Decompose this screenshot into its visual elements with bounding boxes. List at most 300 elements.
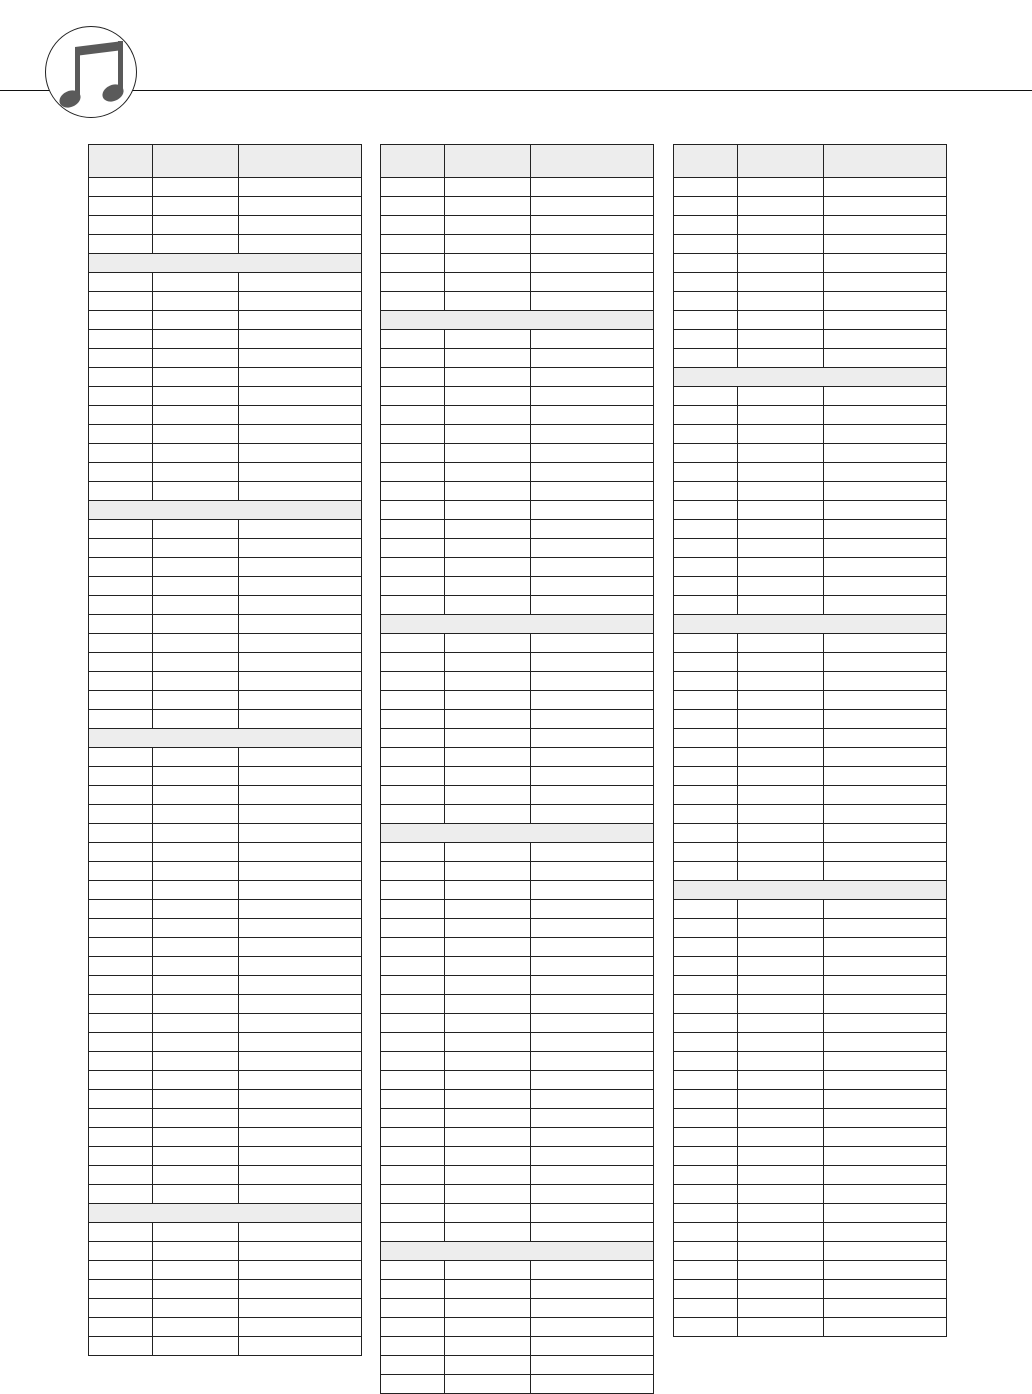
table-cell — [239, 938, 362, 957]
table-cell — [824, 824, 947, 843]
table-cell — [824, 1052, 947, 1071]
table-row — [381, 425, 654, 444]
table-cell — [824, 862, 947, 881]
table-cell — [153, 767, 239, 786]
table-cell — [153, 843, 239, 862]
table-cell — [239, 596, 362, 615]
table-cell — [239, 995, 362, 1014]
table-cell — [381, 1128, 445, 1147]
table-cell — [89, 1318, 153, 1337]
table-cell — [239, 482, 362, 501]
table-cell — [531, 729, 654, 748]
table-cell — [824, 1090, 947, 1109]
table-row — [89, 197, 362, 216]
table-row — [674, 1318, 947, 1337]
table-cell — [89, 1033, 153, 1052]
table-row — [381, 938, 654, 957]
table-cell — [674, 1071, 738, 1090]
table-row — [381, 957, 654, 976]
table-cell — [445, 1052, 531, 1071]
table-cell — [381, 1109, 445, 1128]
table-cell — [89, 463, 153, 482]
table-cell — [381, 729, 445, 748]
table-cell — [445, 197, 531, 216]
table-cell — [674, 425, 738, 444]
section-header-cell — [89, 1204, 362, 1223]
table-row — [381, 368, 654, 387]
table-cell — [153, 558, 239, 577]
table-cell — [738, 558, 824, 577]
table-cell — [824, 672, 947, 691]
table-cell — [89, 178, 153, 197]
table-cell — [531, 710, 654, 729]
table-cell — [674, 938, 738, 957]
section-header-row — [89, 729, 362, 748]
table-row — [674, 197, 947, 216]
table-cell — [445, 444, 531, 463]
table-cell — [153, 197, 239, 216]
table-cell — [239, 311, 362, 330]
table-cell — [239, 672, 362, 691]
table-cell — [445, 976, 531, 995]
table-cell — [445, 501, 531, 520]
table-cell — [531, 539, 654, 558]
table-cell — [153, 1318, 239, 1337]
table-row — [381, 729, 654, 748]
table-cell — [674, 520, 738, 539]
table-cell — [738, 1071, 824, 1090]
table-cell — [239, 691, 362, 710]
table-cell — [824, 235, 947, 254]
table-cell — [153, 406, 239, 425]
table-cell — [738, 216, 824, 235]
table-row — [674, 1223, 947, 1242]
table-cell — [674, 1280, 738, 1299]
table-cell — [153, 1014, 239, 1033]
table-cell — [445, 653, 531, 672]
table-cell — [738, 1147, 824, 1166]
table-cell — [89, 710, 153, 729]
table-cell — [89, 1280, 153, 1299]
table-cell — [239, 919, 362, 938]
table-cell — [674, 311, 738, 330]
table-cell — [153, 672, 239, 691]
table-cell — [531, 1375, 654, 1394]
table-cell — [381, 1318, 445, 1337]
table-cell — [445, 1280, 531, 1299]
table-row — [89, 463, 362, 482]
table-cell — [445, 216, 531, 235]
table-row — [381, 881, 654, 900]
table-row — [89, 235, 362, 254]
table-cell — [89, 1242, 153, 1261]
table-cell — [445, 843, 531, 862]
table-row — [381, 463, 654, 482]
table-cell — [153, 444, 239, 463]
table-row — [89, 539, 362, 558]
table-cell — [738, 596, 824, 615]
table-cell — [239, 1242, 362, 1261]
table-row — [381, 900, 654, 919]
table-cell — [738, 311, 824, 330]
table-cell — [674, 1318, 738, 1337]
table-cell — [89, 596, 153, 615]
table-row — [89, 976, 362, 995]
table-row — [674, 691, 947, 710]
table-cell — [824, 197, 947, 216]
table-cell — [89, 1052, 153, 1071]
table-cell — [445, 786, 531, 805]
table-cell — [738, 425, 824, 444]
table-cell — [89, 615, 153, 634]
table-row — [674, 1166, 947, 1185]
table-cell — [153, 995, 239, 1014]
table-cell — [738, 843, 824, 862]
table-cell — [674, 482, 738, 501]
table-cell — [824, 957, 947, 976]
table-row — [89, 1261, 362, 1280]
table-cell — [381, 558, 445, 577]
table-cell — [674, 235, 738, 254]
table-cell — [738, 824, 824, 843]
table-cell — [445, 577, 531, 596]
table-cell — [89, 881, 153, 900]
table-cell — [381, 387, 445, 406]
table-row — [674, 1299, 947, 1318]
table-row — [381, 1090, 654, 1109]
table-cell — [531, 1014, 654, 1033]
table-cell — [445, 520, 531, 539]
table-row — [381, 1185, 654, 1204]
table-cell — [381, 1033, 445, 1052]
table-cell — [239, 387, 362, 406]
table-cell — [381, 425, 445, 444]
table-cell — [153, 1242, 239, 1261]
table-cell — [824, 805, 947, 824]
table-row — [381, 634, 654, 653]
table-cell — [239, 786, 362, 805]
table-cell — [674, 558, 738, 577]
table-cell — [89, 786, 153, 805]
table-cell — [824, 216, 947, 235]
table-cell — [381, 634, 445, 653]
table-cell — [738, 387, 824, 406]
table-row — [381, 1052, 654, 1071]
table-cell — [239, 216, 362, 235]
table-cell — [445, 1261, 531, 1280]
table-cell — [531, 273, 654, 292]
table-row — [381, 653, 654, 672]
table-cell — [824, 1071, 947, 1090]
table-cell — [239, 1090, 362, 1109]
table-row — [674, 482, 947, 501]
table-cell — [674, 691, 738, 710]
table-row — [674, 919, 947, 938]
section-header-cell — [381, 615, 654, 634]
table-row — [381, 501, 654, 520]
table-cell — [239, 463, 362, 482]
table-row — [89, 577, 362, 596]
table-row — [674, 463, 947, 482]
table-cell — [445, 273, 531, 292]
table-cell — [89, 1337, 153, 1356]
table-cell — [674, 406, 738, 425]
table-cell — [445, 349, 531, 368]
table-cell — [445, 957, 531, 976]
table-cell — [153, 368, 239, 387]
table-cell — [531, 387, 654, 406]
table-cell — [445, 1204, 531, 1223]
table-cell — [239, 1128, 362, 1147]
table-row — [89, 824, 362, 843]
table-cell — [381, 330, 445, 349]
table-row — [674, 1204, 947, 1223]
table-cell — [153, 653, 239, 672]
table-row — [381, 786, 654, 805]
table-row — [674, 786, 947, 805]
table-cell — [738, 577, 824, 596]
table-cell — [239, 273, 362, 292]
table-cell — [381, 292, 445, 311]
table-cell — [239, 1299, 362, 1318]
table-row — [89, 957, 362, 976]
section-header-cell — [89, 254, 362, 273]
table-cell — [824, 558, 947, 577]
table-cell — [445, 634, 531, 653]
table-cell — [531, 1128, 654, 1147]
table-row — [674, 254, 947, 273]
table-cell — [738, 539, 824, 558]
table-cell — [153, 273, 239, 292]
table-cell — [674, 862, 738, 881]
section-header-cell — [674, 368, 947, 387]
table-row — [674, 1109, 947, 1128]
table-cell — [381, 1261, 445, 1280]
table-cell — [824, 292, 947, 311]
table-cell — [153, 596, 239, 615]
table-cell — [239, 178, 362, 197]
table-cell — [153, 748, 239, 767]
section-header-row — [381, 1242, 654, 1261]
table-cell — [445, 1147, 531, 1166]
table-cell — [89, 957, 153, 976]
table-cell — [738, 729, 824, 748]
table-row — [674, 1242, 947, 1261]
table-row — [89, 520, 362, 539]
table-row — [89, 1185, 362, 1204]
table-row — [381, 1223, 654, 1242]
table-row — [89, 216, 362, 235]
table-row — [89, 1071, 362, 1090]
table-cell — [531, 1166, 654, 1185]
table-cell — [824, 1223, 947, 1242]
section-header-cell — [381, 824, 654, 843]
table-cell — [239, 976, 362, 995]
table-row — [89, 1128, 362, 1147]
table-cell — [89, 349, 153, 368]
table-cell — [824, 1299, 947, 1318]
table-cell — [674, 767, 738, 786]
table-row — [89, 349, 362, 368]
table-cell — [738, 444, 824, 463]
table-cell — [824, 273, 947, 292]
table-row — [89, 1223, 362, 1242]
table-cell — [381, 1185, 445, 1204]
section-header-row — [381, 824, 654, 843]
table-cell — [89, 235, 153, 254]
table-row — [381, 995, 654, 1014]
table-row — [674, 1071, 947, 1090]
table-cell — [531, 577, 654, 596]
table-row — [381, 862, 654, 881]
table-cell — [674, 957, 738, 976]
table-cell — [531, 919, 654, 938]
table-cell — [531, 520, 654, 539]
table-cell — [89, 938, 153, 957]
table-header — [381, 145, 654, 178]
table-cell — [239, 1166, 362, 1185]
table-cell — [738, 805, 824, 824]
table-cell — [674, 824, 738, 843]
table-row — [381, 805, 654, 824]
table-cell — [824, 1185, 947, 1204]
table-cell — [824, 254, 947, 273]
table-cell — [738, 919, 824, 938]
table-cell — [381, 254, 445, 273]
table-cell — [153, 691, 239, 710]
table-cell — [445, 1318, 531, 1337]
table-cell — [674, 349, 738, 368]
voice-list-table-2 — [380, 144, 654, 1394]
table-row — [674, 862, 947, 881]
table-cell — [738, 178, 824, 197]
table-row — [89, 406, 362, 425]
table-cell — [531, 938, 654, 957]
table-row — [89, 1090, 362, 1109]
table-cell — [531, 805, 654, 824]
table-cell — [89, 900, 153, 919]
table-row — [89, 653, 362, 672]
table-cell — [89, 368, 153, 387]
table-cell — [738, 520, 824, 539]
table-cell — [381, 1052, 445, 1071]
table-row — [89, 710, 362, 729]
table-cell — [445, 1375, 531, 1394]
table-cell — [531, 957, 654, 976]
table-cell — [738, 1318, 824, 1337]
table-row — [89, 425, 362, 444]
table-cell — [824, 463, 947, 482]
table-cell — [738, 1280, 824, 1299]
section-header-cell — [89, 729, 362, 748]
table-cell — [531, 1223, 654, 1242]
table-cell — [239, 539, 362, 558]
table-cell — [824, 1280, 947, 1299]
table-cell — [89, 558, 153, 577]
table-row — [381, 1166, 654, 1185]
table-cell — [531, 254, 654, 273]
table-cell — [445, 1166, 531, 1185]
table-row — [89, 1109, 362, 1128]
table-cell — [89, 1071, 153, 1090]
table-cell — [89, 216, 153, 235]
table-row — [89, 1318, 362, 1337]
table-cell — [824, 748, 947, 767]
table-cell — [674, 1014, 738, 1033]
table-cell — [531, 216, 654, 235]
table-cell — [531, 235, 654, 254]
table-cell — [239, 748, 362, 767]
table-cell — [239, 1033, 362, 1052]
table-cell — [674, 919, 738, 938]
music-note-icon — [45, 26, 137, 118]
table-cell — [738, 1204, 824, 1223]
table-row — [674, 710, 947, 729]
table-row — [381, 520, 654, 539]
section-header-cell — [381, 1242, 654, 1261]
table-cell — [239, 653, 362, 672]
table-cell — [381, 957, 445, 976]
table-cell — [824, 425, 947, 444]
table-row — [674, 273, 947, 292]
section-header-row — [674, 368, 947, 387]
table-cell — [824, 444, 947, 463]
table-cell — [89, 1185, 153, 1204]
table-cell — [239, 1052, 362, 1071]
table-cell — [381, 900, 445, 919]
table-row — [381, 1109, 654, 1128]
table-cell — [531, 406, 654, 425]
section-header-row — [89, 254, 362, 273]
table-row — [381, 1280, 654, 1299]
table-cell — [738, 957, 824, 976]
table-cell — [738, 1033, 824, 1052]
table-row — [89, 1242, 362, 1261]
table-cell — [445, 406, 531, 425]
section-header-row — [674, 615, 947, 634]
table-row — [674, 957, 947, 976]
table-cell — [824, 1261, 947, 1280]
table-cell — [89, 976, 153, 995]
table-cell — [153, 1261, 239, 1280]
table-cell — [89, 748, 153, 767]
table-cell — [674, 254, 738, 273]
table-cell — [381, 349, 445, 368]
table-cell — [531, 1318, 654, 1337]
table-row — [89, 862, 362, 881]
table-cell — [445, 748, 531, 767]
table-cell — [445, 1014, 531, 1033]
table-row — [381, 254, 654, 273]
table-cell — [381, 273, 445, 292]
table-cell — [239, 1337, 362, 1356]
table-cell — [381, 235, 445, 254]
table-cell — [381, 368, 445, 387]
table-row — [89, 748, 362, 767]
table-cell — [445, 330, 531, 349]
table-cell — [738, 235, 824, 254]
table-row — [674, 311, 947, 330]
table-row — [674, 178, 947, 197]
table-cell — [239, 1071, 362, 1090]
table-cell — [153, 976, 239, 995]
table-cell — [674, 292, 738, 311]
table-cell — [89, 387, 153, 406]
table-row — [674, 349, 947, 368]
table-cell — [738, 691, 824, 710]
table-cell — [824, 767, 947, 786]
table-cell — [381, 767, 445, 786]
